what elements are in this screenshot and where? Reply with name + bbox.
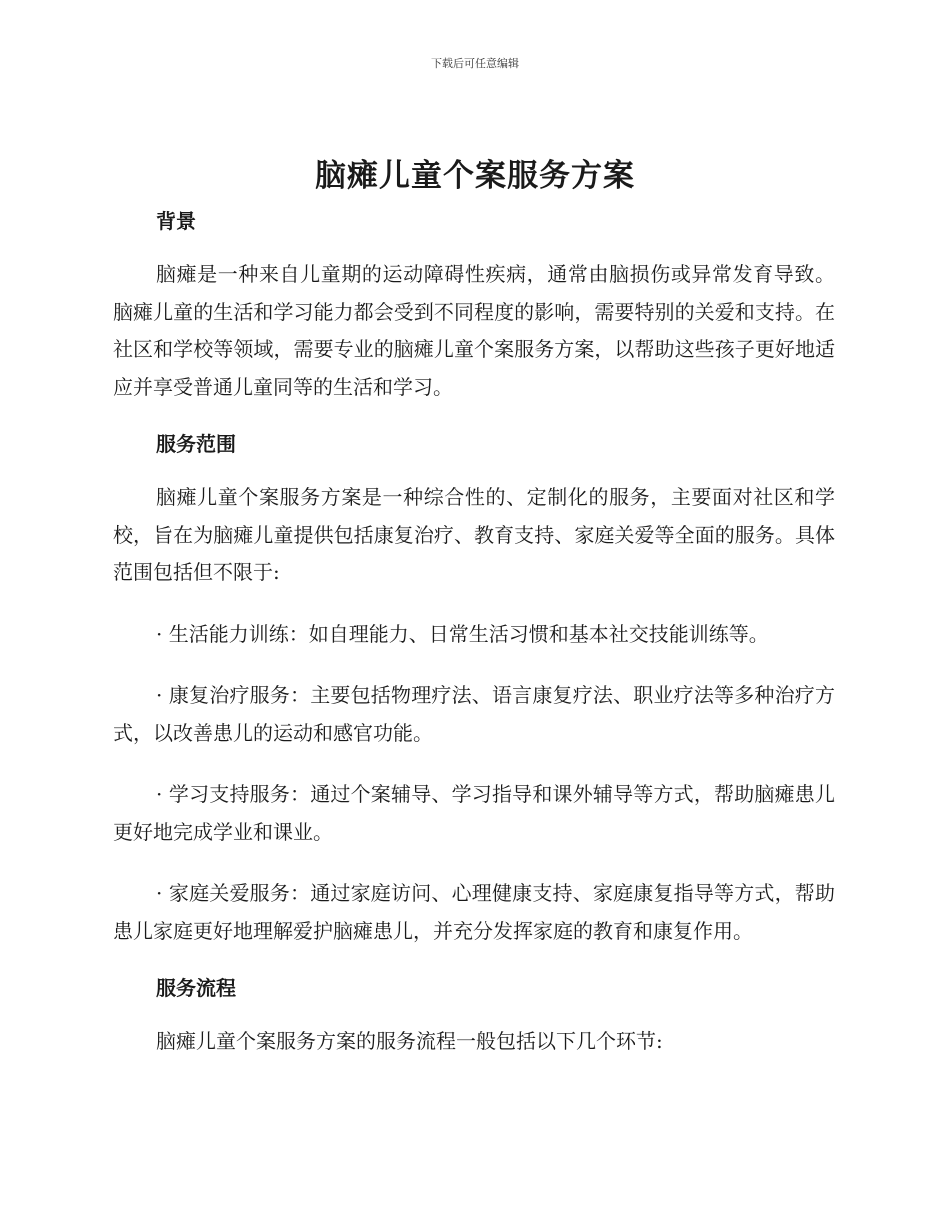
list-item-life-skills: · 生活能力训练：如自理能力、日常生活习惯和基本社交技能训练等。 bbox=[156, 621, 769, 646]
paragraph-service-scope-intro: 脑瘫儿童个案服务方案是一种综合性的、定制化的服务，主要面对社区和学校，旨在为脑瘫儿童提供包括康复治疗、教育支持、家庭关爱等全面的服务。具体范围包括但不限于: bbox=[113, 485, 835, 584]
list-item-family-care: · 家庭关爱服务：通过家庭访问、心理健康支持、家庭康复指导等方式，帮助患儿家庭更好地理解爱护脑瘫患儿，并充分发挥家庭的教育和康复作用。 bbox=[113, 881, 835, 943]
page-header-note: 下载后可任意编辑 bbox=[431, 57, 519, 70]
section-heading-service-process: 服务流程 bbox=[156, 976, 236, 1000]
paragraph-background: 脑瘫是一种来自儿童期的运动障碍性疾病，通常由脑损伤或异常发育导致。脑瘫儿童的生活和学习能力都会受到不同程度的影响，需要特别的关爱和支持。在社区和学校等领域，需要专业的脑瘫儿童个案服务方案，以帮助这些孩子更好地适应并享受普通儿童同等的生活和学习。 bbox=[113, 262, 835, 399]
paragraph-service-process-intro: 脑瘫儿童个案服务方案的服务流程一般包括以下几个环节: bbox=[156, 1029, 663, 1053]
section-heading-background: 背景 bbox=[156, 209, 196, 233]
document-body bbox=[113, 203, 835, 1061]
list-item-learning-support: · 学习支持服务：通过个案辅导、学习指导和课外辅导等方式，帮助脑瘫患儿更好地完成学业和课业。 bbox=[113, 782, 835, 844]
document-title: 脑瘫儿童个案服务方案 bbox=[315, 158, 635, 194]
section-heading-service-scope: 服务范围 bbox=[156, 432, 236, 456]
list-item-rehab-therapy: · 康复治疗服务：主要包括物理疗法、语言康复疗法、职业疗法等多种治疗方式，以改善患儿的运动和感官功能。 bbox=[113, 683, 835, 745]
